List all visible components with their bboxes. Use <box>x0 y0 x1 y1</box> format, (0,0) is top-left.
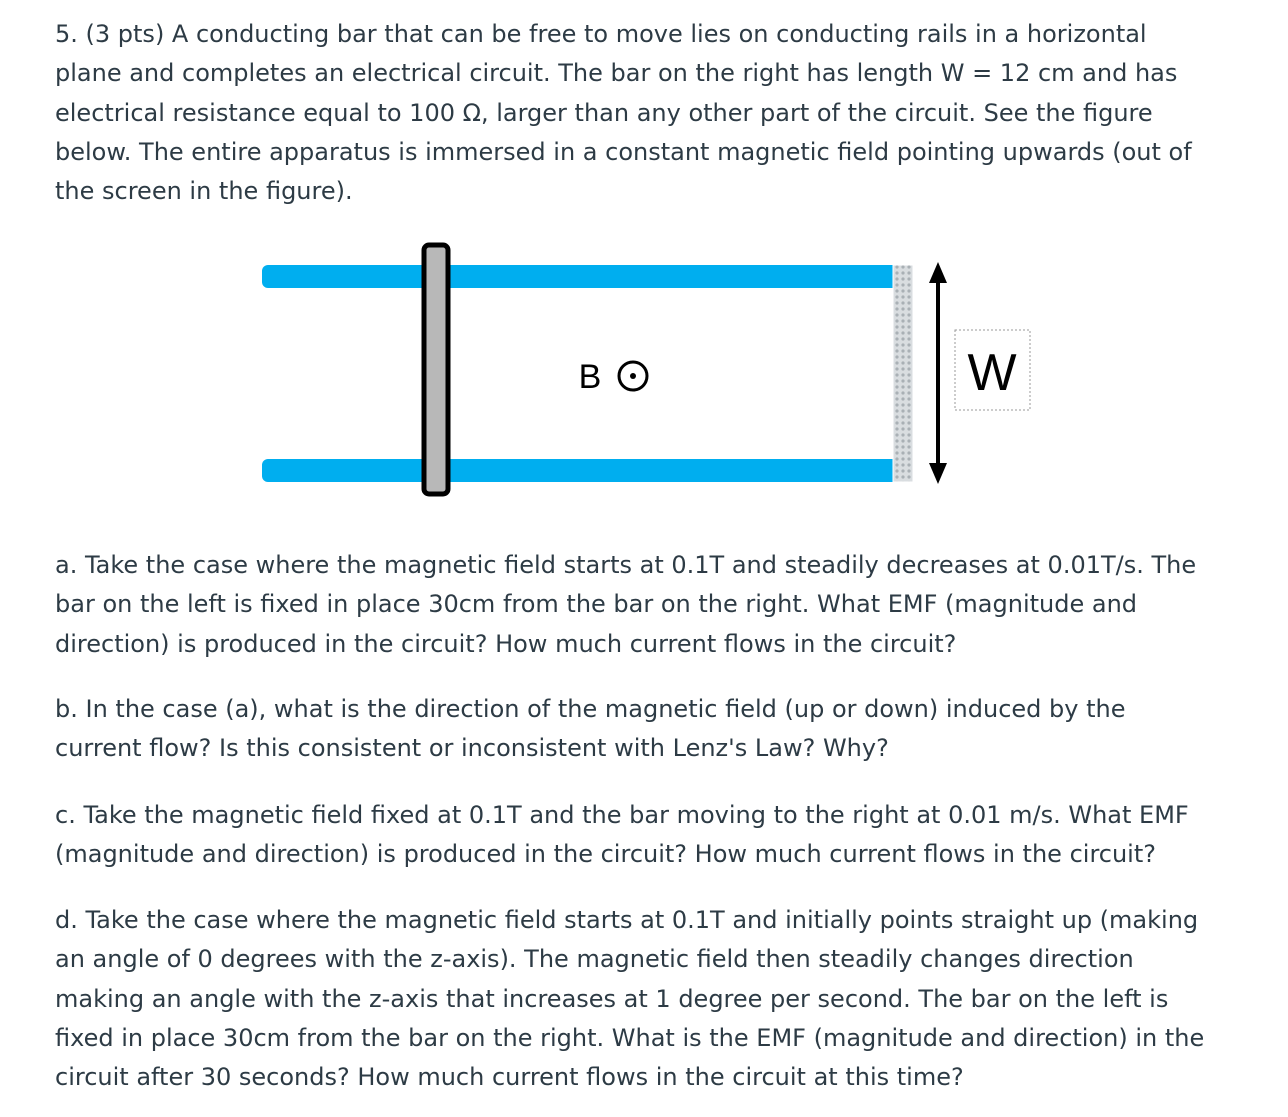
intro-line: electrical resistance equal to 100 Ω, larger than any other part of the circuit. See the figure <box>55 98 1153 127</box>
intro-line: 5. (3 pts) A conducting bar that can be free to move lies on conducting rails in a horizontal <box>55 20 1147 48</box>
bottom-rail <box>262 459 912 482</box>
intro-line: below. The entire apparatus is immersed in a constant magnetic field pointing upwards (out of <box>55 137 1192 166</box>
intro-line: the screen in the figure). <box>55 177 353 206</box>
problem-intro <box>55 15 1245 211</box>
question-d <box>55 901 1245 1097</box>
question-c <box>55 796 1245 875</box>
question-d-line: circuit after 30 seconds? How much current flows in the circuit at this time? <box>55 1063 964 1092</box>
question-a <box>55 546 1245 664</box>
question-d-line: fixed in place 30cm from the bar on the right. What is the EMF (magnitude and direction) in the <box>55 1023 1205 1052</box>
question-c-line: c. Take the magnetic field fixed at 0.1T and the bar moving to the right at 0.01 m/s. What EMF <box>55 801 1189 829</box>
top-rail <box>262 265 912 288</box>
question-d-line: d. Take the case where the magnetic field starts at 0.1T and initially points straight up (making <box>55 906 1199 934</box>
question-b <box>55 690 1245 769</box>
movable-bar <box>424 245 448 494</box>
question-a-line: bar on the left is fixed in place 30cm from the bar on the right. What EMF (magnitude and <box>55 590 1138 619</box>
question-c-line: (magnitude and direction) is produced in the circuit? How much current flows in the circuit? <box>55 840 1156 869</box>
field-label: B <box>578 358 602 396</box>
question-b-line: current flow? Is this consistent or inconsistent with Lenz's Law? Why? <box>55 734 889 763</box>
intro-line: plane and completes an electrical circuit. The bar on the right has length W = 12 cm and has <box>55 59 1178 88</box>
question-b-line: b. In the case (a), what is the direction of the magnetic field (up or down) induced by the <box>55 695 1126 723</box>
resistive-bar <box>893 265 913 482</box>
question-a-line: direction) is produced in the circuit? How much current flows in the circuit? <box>55 629 957 658</box>
question-d-line: making an angle with the z-axis that increases at 1 degree per second. The bar on the left is <box>55 984 1169 1013</box>
field-out-of-page-icon <box>619 362 647 390</box>
question-a-line: a. Take the case where the magnetic field starts at 0.1T and steadily decreases at 0.01T/s. The <box>55 551 1197 579</box>
width-arrow <box>929 262 947 484</box>
width-label: W <box>967 344 1017 402</box>
question-d-line: an angle of 0 degrees with the z-axis). The magnetic field then steadily changes direction <box>55 945 1134 974</box>
